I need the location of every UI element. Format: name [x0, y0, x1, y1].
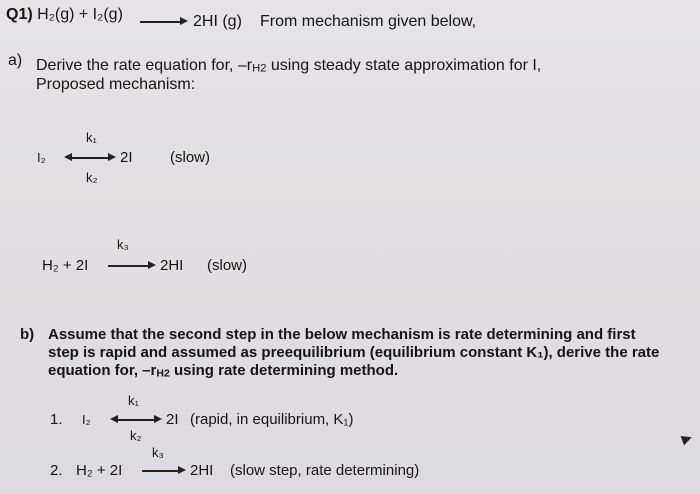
a-step1-k-top: k₁ — [86, 130, 97, 145]
part-b-line3-tail: using rate determining method. — [169, 362, 399, 379]
b-step2-arrowhead — [178, 466, 186, 474]
part-b-label: b) — [20, 326, 35, 343]
b-step1-arrow — [116, 419, 156, 421]
a-step2-k-top: k₃ — [117, 237, 129, 252]
a-step1-note: (slow) — [170, 149, 210, 166]
a-step2-arrow — [108, 265, 150, 267]
reaction-rhs: 2HI (g) — [193, 13, 242, 30]
b-step1-arrowhead-right — [154, 415, 162, 423]
part-a-line1-text: Derive the rate equation for, –r — [36, 57, 253, 74]
a-step1-rhs: 2I — [120, 149, 133, 166]
question-note: From mechanism given below, — [260, 13, 477, 30]
b-step1-rhs: 2I — [166, 411, 179, 428]
question-header — [6, 6, 123, 24]
b-step1-num: 1. — [50, 411, 63, 428]
a-step2-rhs: 2HI — [160, 257, 184, 274]
part-b-line3-sub: H2 — [156, 367, 170, 380]
part-a-line2: Proposed mechanism: — [36, 76, 196, 93]
b-step2-arrow — [142, 470, 180, 472]
a-step2-lhs: H₂ + 2I — [42, 257, 89, 274]
a-step2-note: (slow) — [207, 257, 247, 274]
part-a-label: a) — [8, 52, 23, 69]
a-step1-lhs: I₂ — [37, 150, 46, 165]
a-step1-arrowhead-right — [108, 153, 116, 161]
part-b-line3 — [48, 362, 398, 380]
a-step1-arrow — [70, 157, 110, 159]
reaction-lhs: H₂(g) + I₂(g) — [37, 6, 123, 23]
b-step1-k-bottom: k₂ — [130, 428, 142, 443]
mouse-cursor-icon — [681, 433, 694, 446]
b-step2-note: (slow step, rate determining) — [230, 462, 420, 479]
a-step2-arrowhead — [148, 261, 156, 269]
part-a-line1-tail: using steady state approximation for I, — [266, 57, 542, 74]
part-a-line1 — [36, 57, 541, 75]
part-b-line3-text: equation for, –r — [48, 362, 157, 379]
b-step2-k-top: k₃ — [152, 445, 164, 460]
reaction-arrowhead — [180, 17, 188, 25]
b-step1-lhs: I₂ — [82, 412, 91, 427]
question-number: Q1) — [6, 6, 33, 23]
a-step1-k-bottom: k₂ — [86, 170, 98, 185]
part-a-line1-sub: H2 — [252, 62, 267, 75]
b-step1-note: (rapid, in equilibrium, K₁) — [190, 411, 354, 428]
b-step2-rhs: 2HI — [190, 462, 214, 479]
reaction-arrow — [140, 21, 182, 23]
b-step1-k-top: k₁ — [128, 393, 139, 408]
part-b-line1: Assume that the second step in the below mechanism is rate determining and first — [48, 326, 636, 343]
b-step2-num: 2. — [50, 462, 63, 479]
part-b-line2: step is rapid and assumed as preequilibrium (equilibrium constant K₁), derive the rate — [48, 344, 660, 361]
b-step2-lhs: H₂ + 2I — [76, 462, 123, 479]
